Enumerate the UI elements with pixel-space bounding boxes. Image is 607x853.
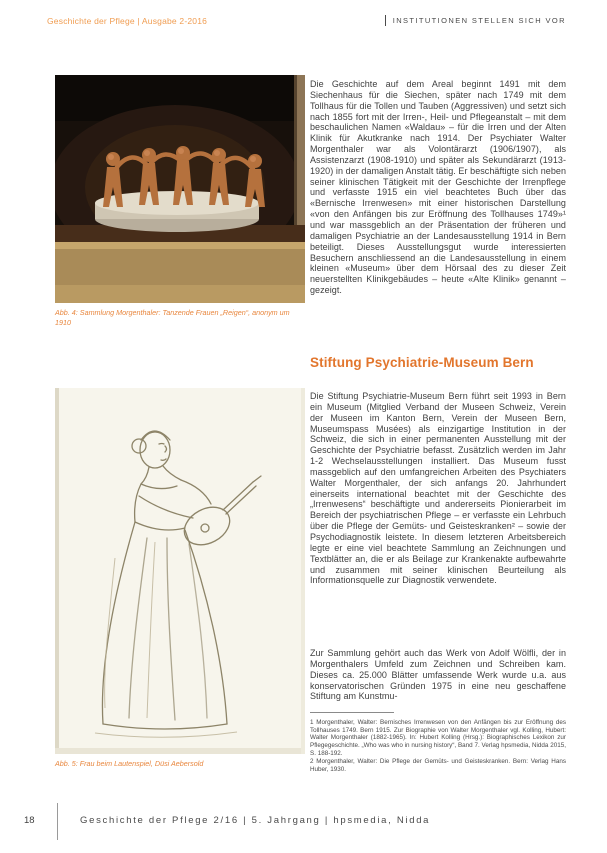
header-section-title: INSTITUTIONEN STELLEN SICH VOR	[385, 15, 566, 26]
footnote-separator	[310, 712, 394, 713]
footnote-1: 1 Morgenthaler, Walter: Bernisches Irrenwesen von den Anfängen bis zur Eröffnung des Tollhauses 1749. Bern 1915. Zur Biographie von Walter Morgenthaler vgl. Kolling, Hubert: Walter Morgenthaler (1882-1965). In: Hubert Kolling (Hrsg.): Biographisches Lexikon zur Pflegegeschichte. „Who was who in nursing history“, Band 7. Verlag hpsmedia, Nidda 2015, S. 188-192.	[310, 719, 566, 757]
lute-drawing-illustration	[55, 388, 305, 754]
figure-4-caption: Abb. 4: Sammlung Morgenthaler: Tanzende Frauen „Reigen“, anonym um 1910	[55, 308, 290, 327]
figure-5-caption: Abb. 5: Frau beim Lautenspiel, Düsi Aebersold	[55, 759, 204, 768]
footnote-2: 2 Morgenthaler, Walter: Die Pflege der Gemüts- und Geisteskranken. Bern: Verlag Hans Huber, 1930.	[310, 758, 566, 773]
footer-divider	[57, 803, 58, 840]
header-issue-title: Geschichte der Pflege | Ausgabe 2-2016	[47, 16, 208, 26]
figure-lute-drawing	[55, 388, 305, 754]
figure-sculpture-photo	[55, 75, 305, 303]
article-paragraph-2: Die Stiftung Psychiatrie-Museum Bern führt seit 1993 in Bern ein Museum (Mitglied Verband der Museen Schweiz, Verein der Museen im Kanton Bern, Verein der Museen Bern, Museumspass Musées) als einzigartige Institution in der Schweiz, die sich in einer permanenten Ausstellung mit der Geschichte der Psychiatrie befasst. Zusätzlich werden im Jahr 1-2 Wechselausstellungen installiert. Das Museum fusst massgeblich auf den umfangreichen Arbeiten des Psychiaters Walter Morgenthaler, der sich anfangs 20. Jahrhundert einerseits international beachtet mit der Geschichte des „Irrenwesens“ beschäftigte und andererseits Pionierarbeit im Bereich der psychiatrischen Pflege – er verfasste ein Lehrbuch über die Pflege der Gemüts- und Geisteskranken² – sowie der Psychodiagnostik leistete. In diesem letzteren Arbeitsbereich legte er eine viel beachtete Sammlung an Zeichnungen und Textblätter an, die er als Beilage zur Krankenakte aufbewahrte und zusammen mit seiner klinischen Beurteilung als Informationsquelle zur Diagnostik verwendete.	[310, 391, 566, 586]
article-paragraph-1: Die Geschichte auf dem Areal beginnt 1491 mit dem Siechenhaus für die Siechen, später nach 1749 mit dem Tollhaus für die Tollen und Tauben (Aggressiven) und setzt sich nach 1855 fort mit der Irren-, Heil- und Pflegeanstalt – mit dem beschaulichen Namen «Waldau» – für die Irren und der Alten Klinik für Akutkranke nach 1914. Der Psychiater Walter Morgenthaler war als Volontärarzt (1906/1907), als Assistenzarzt (1908-1910) und später als Sekundärarzt (1913-1920) in der damaligen Anstalt tätig. Er beschäftigte sich neben seiner klinischen Tätigkeit mit der Geschichte der Irrenpflege und verfasste 1915 ein viel beachtetes Buch über das «Bernische Irrenwesen» mit einer historischen Darstellung «von den Anfängen bis zur Eröffnung des Tollhauses 1749»¹ und war massgeblich an der Präsentation der früheren und damaligen Psychiatrie an der Landesausstellung 1914 in Bern beteiligt. Dieses Ausstellungsgut wurde interessierten Besuchern anschliessend an die Landesausstellung in einem kleinen «Museum» über dem Hörsaal des zu dieser Zeit neuerstellten Klinikgebäudes – heute «Alte Klinik» genannt – gezeigt.	[310, 79, 566, 296]
sculpture-photo-illustration	[55, 75, 305, 303]
section-heading: Stiftung Psychiatrie-Museum Bern	[310, 355, 534, 370]
page-number: 18	[24, 815, 35, 826]
article-paragraph-3: Zur Sammlung gehört auch das Werk von Adolf Wölfli, der in Morgenthalers Umfeld zum Zeichnen und Schreiben kam. Dieses ca. 25.000 Blätter umfassende Werk wurde u.a. aus konservatorischen Gründen 1975 in eine neu geschaffene Stiftung am Kunstmu-	[310, 648, 566, 702]
footer-journal-line: Geschichte der Pflege 2/16 | 5. Jahrgang | hpsmedia, Nidda	[80, 815, 431, 826]
